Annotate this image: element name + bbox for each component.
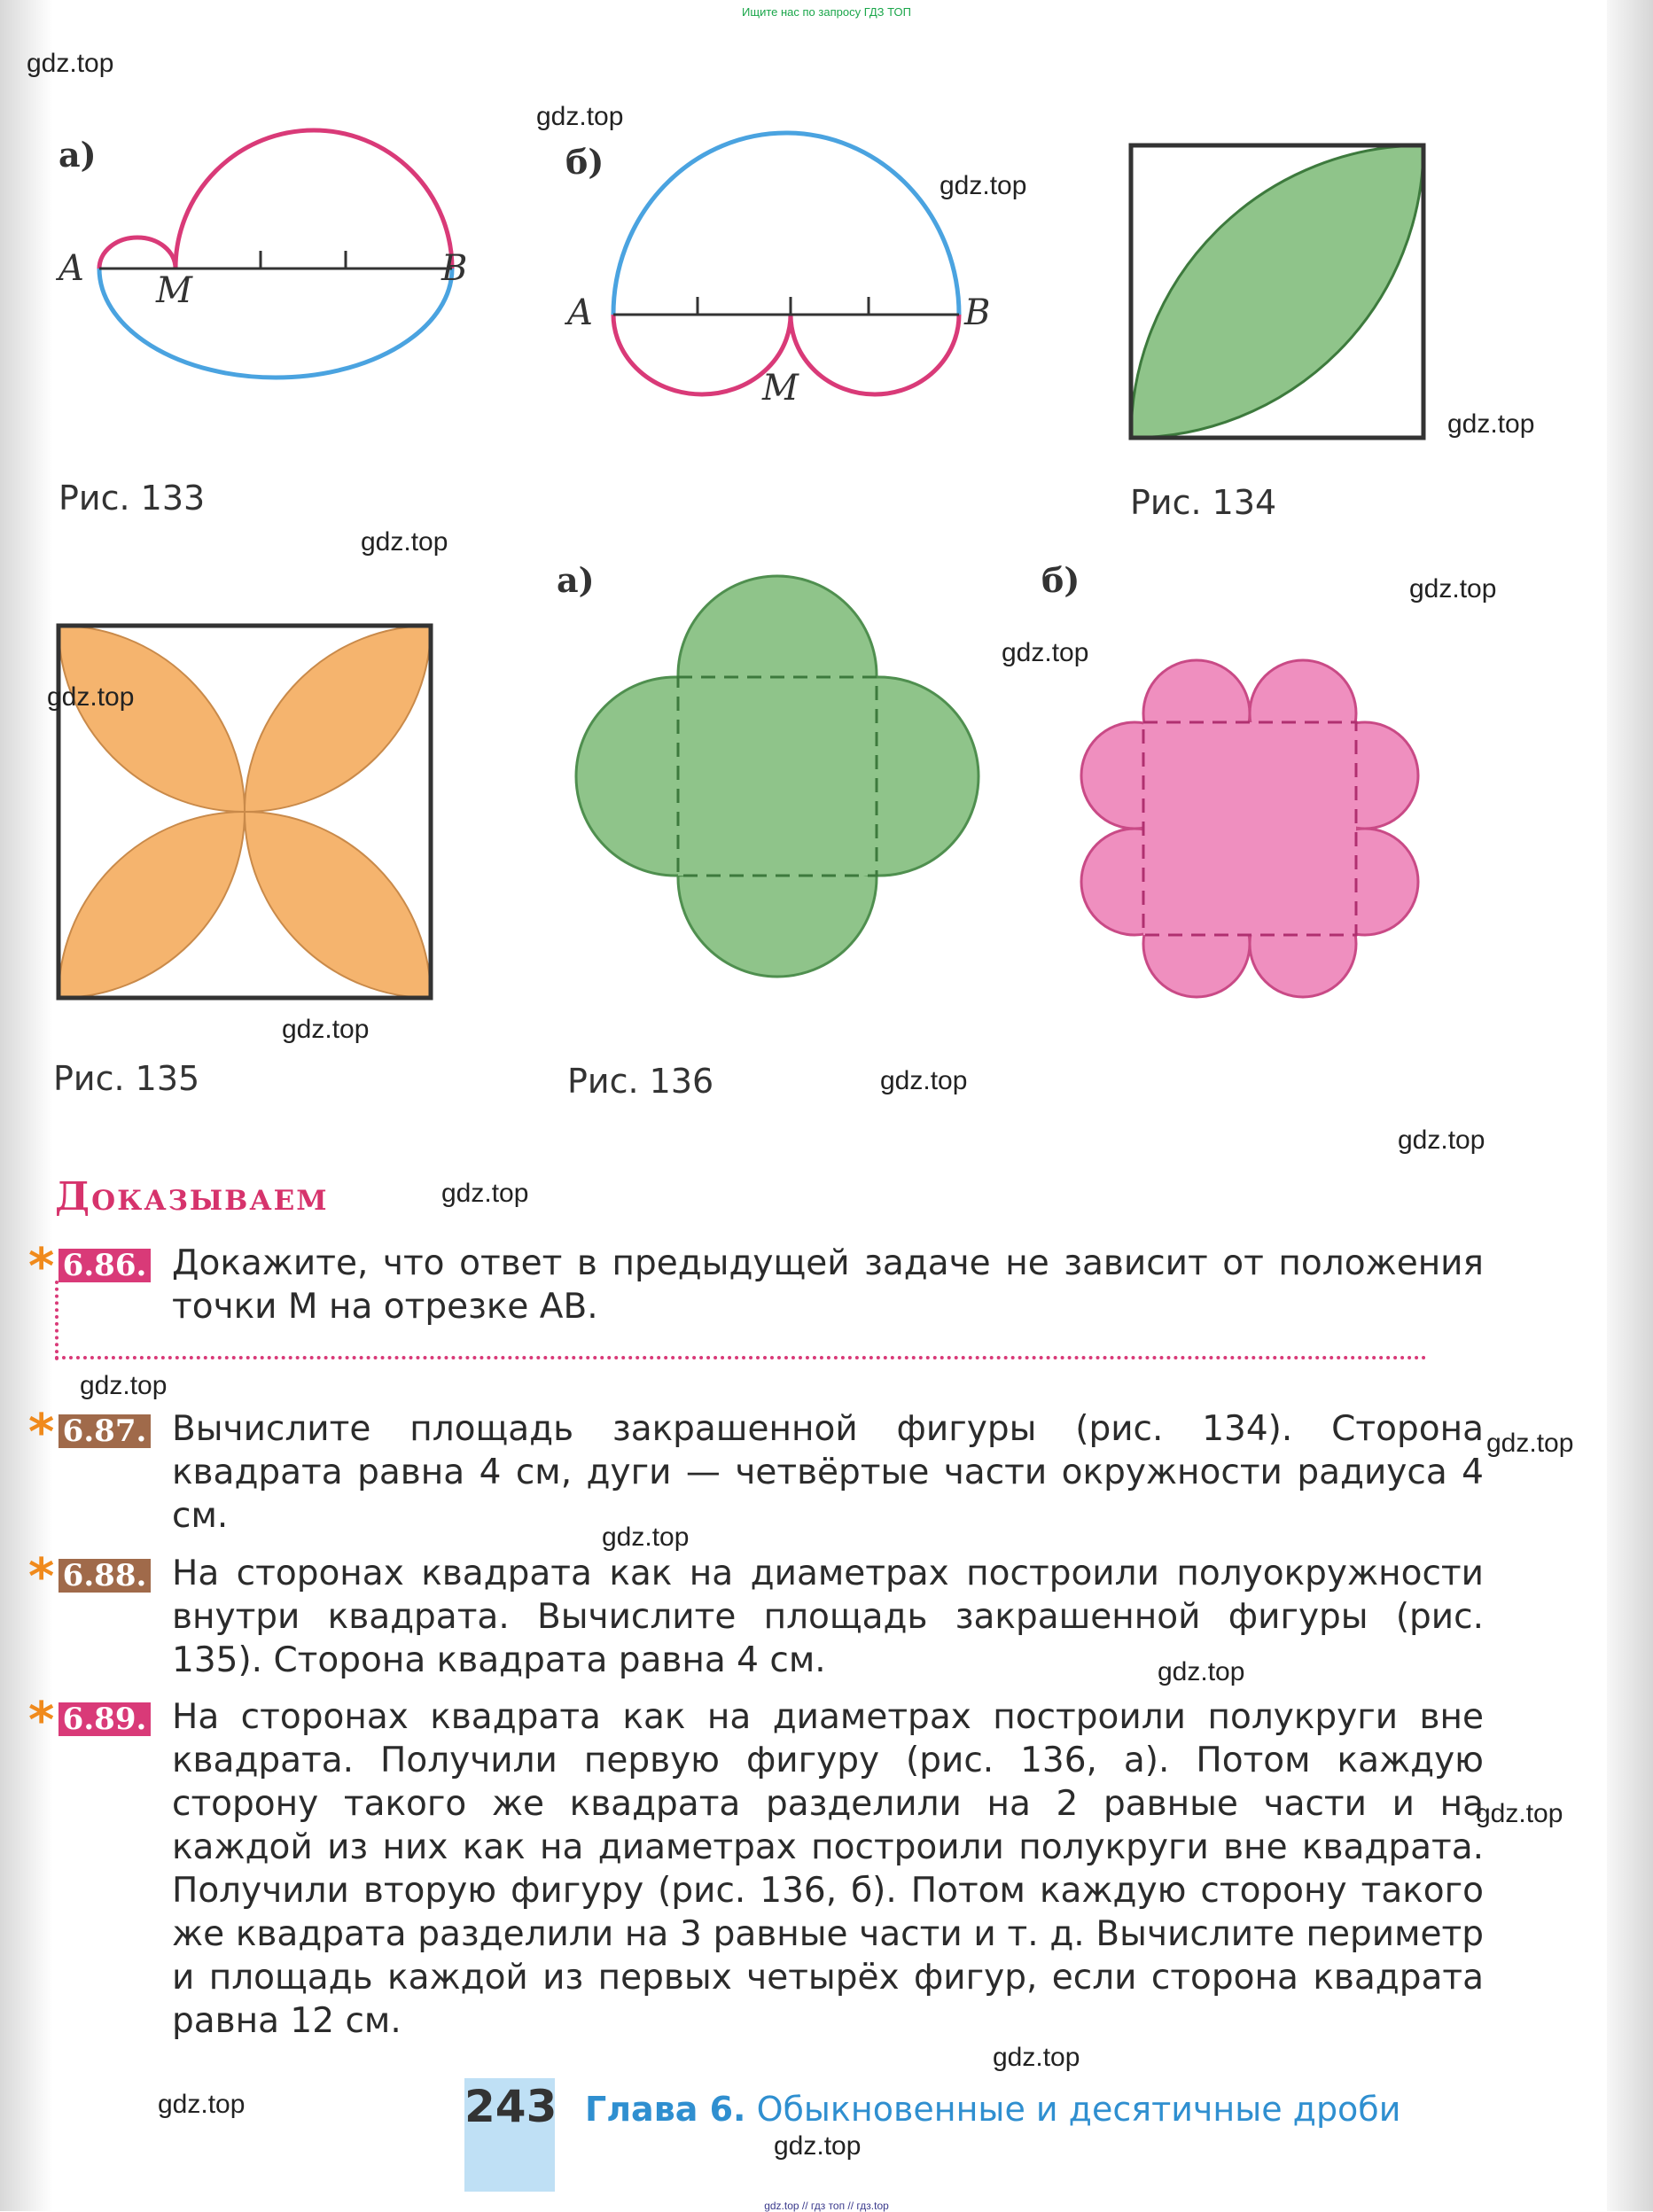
task-number: 6.87. [58, 1414, 151, 1448]
task-text: Докажите, что ответ в предыдущей задаче не зависит от положения точки M на отрезке AB. [172, 1243, 1484, 1327]
task-number: 6.89. [58, 1702, 151, 1736]
watermark: gdz.top [1476, 1799, 1563, 1828]
watermark: gdz.top [774, 2131, 862, 2161]
divider-vertical [55, 1281, 58, 1360]
watermark: gdz.top [1002, 638, 1089, 667]
fig135-caption: Рис. 135 [53, 1059, 200, 1098]
fig133a-point-b: B [441, 248, 468, 289]
star-icon: * [28, 1404, 55, 1461]
fig133b-point-b: B [964, 292, 991, 333]
fig134-caption: Рис. 134 [1130, 483, 1277, 522]
fig136-caption: Рис. 136 [567, 1062, 714, 1101]
task-number: 6.88. [58, 1559, 151, 1593]
task-6-89 [28, 1692, 1484, 2053]
watermark: gdz.top [993, 2043, 1080, 2072]
figure-134 [1126, 140, 1436, 446]
chapter-label: Глава 6. [585, 2090, 746, 2129]
star-icon: * [28, 1238, 55, 1296]
fig133-sub-a: а) [58, 135, 97, 175]
fig136-sub-b: б) [1041, 560, 1080, 600]
figure-135 [53, 620, 443, 1015]
page-number: 243 [464, 2081, 557, 2132]
watermark: gdz.top [47, 682, 135, 712]
watermark: gdz.top [940, 171, 1027, 200]
header-note: Ищите нас по запросу ГДЗ ТОП [742, 5, 911, 19]
figure-133b [603, 124, 993, 408]
star-icon: * [28, 1692, 55, 1749]
watermark: gdz.top [282, 1015, 370, 1044]
watermark: gdz.top [602, 1523, 690, 1552]
task-text: На сторонах квадрата как на диаметрах построили полуокружности внутри квадрата. Вычислите площадь закрашенной фигуры (рис. 135). Сторона квадрата равна 4 см. [172, 1554, 1484, 1680]
chapter-name: Обыкновенные и десятичные дроби [756, 2090, 1401, 2129]
task-6-87 [28, 1404, 1484, 1553]
page-edge [1607, 0, 1653, 2211]
page-gutter-shadow [0, 0, 53, 2211]
figure-136b [1064, 643, 1454, 1019]
task-text: На сторонах квадрата как на диаметрах построили полукруги вне квадрата. Получили первую фигуру (рис. 136, а). Потом каждую сторону такого же квадрата разделили на 2 равные части и на каждой из них как на диаметрах построили полукруги вне квадрата. Получили вторую фигуру (рис. 136, б). Потом каждую сторону такого же квадрата разделили на 3 равные части и т. д. Вычислите периметр и площадь каждой из первых четырёх фигур, если сторона квадрата равна 12 см. [172, 1697, 1484, 2041]
section-title: Доказываем [55, 1174, 329, 1219]
watermark: gdz.top [80, 1371, 168, 1400]
divider [55, 1356, 1427, 1359]
fig133a-point-m: M [156, 270, 192, 311]
watermark: gdz.top [1447, 409, 1535, 439]
watermark: gdz.top [441, 1179, 529, 1208]
fig133b-point-a: A [567, 292, 593, 333]
figure-133a [53, 124, 461, 425]
watermark: gdz.top [361, 527, 448, 557]
fig133a-point-a: A [58, 248, 84, 289]
task-number: 6.86. [58, 1249, 151, 1282]
fig133-sub-b: б) [565, 142, 604, 182]
task-text: Вычислите площадь закрашенной фигуры (рис. 134). Сторона квадрата равна 4 см, дуги — четвёртые части окружности радиуса 4 см. [172, 1409, 1484, 1536]
fig136-sub-a: а) [557, 560, 595, 600]
watermark: gdz.top [27, 49, 114, 78]
chapter-title [585, 2090, 1400, 2129]
task-6-86 [28, 1238, 1484, 1351]
fig133-caption: Рис. 133 [58, 479, 206, 518]
watermark: gdz.top [536, 102, 624, 131]
watermark: gdz.top [880, 1066, 968, 1095]
watermark: gdz.top [1409, 574, 1497, 604]
fig133b-point-m: M [762, 368, 799, 409]
watermark: gdz.top [1158, 1657, 1245, 1686]
watermark: gdz.top [158, 2090, 246, 2119]
footer-note: gdz.top // гдз топ // гдз.top [764, 2200, 889, 2212]
watermark: gdz.top [1398, 1125, 1485, 1155]
watermark: gdz.top [1486, 1429, 1574, 1458]
star-icon: * [28, 1548, 55, 1606]
figure-136a [550, 558, 1028, 1019]
